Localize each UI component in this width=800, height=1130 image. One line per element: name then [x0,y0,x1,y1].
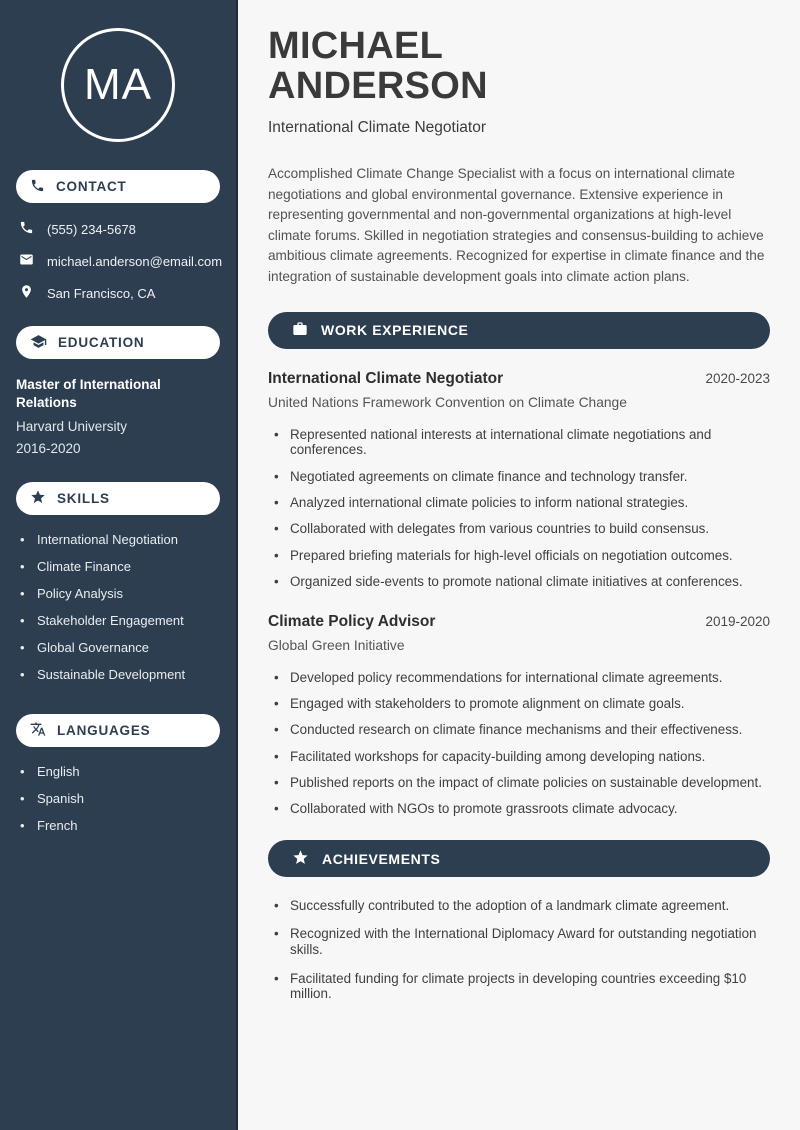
phone-icon [30,178,45,196]
job-bullets-list [268,427,770,590]
contact-phone-value: (555) 234-5678 [47,221,136,237]
job-header-row [268,613,770,631]
job-bullet: • Analyzed international climate policies to inform national strategies. [274,495,770,511]
languages-section-header [16,714,220,747]
contact-location-row [16,284,220,302]
languages-section [16,714,220,833]
education-section-title: EDUCATION [58,335,145,350]
languages-list [16,764,220,833]
achievements-section [268,840,770,1002]
job-bullet: • Represented national interests at international climate negotiations and conferences. [274,427,770,459]
skill-item: • Policy Analysis [20,586,220,601]
contact-section-header [16,170,220,203]
job-bullet: • Facilitated workshops for capacity-building among developing nations. [274,749,770,765]
skills-list [16,532,220,682]
briefcase-icon [292,321,308,340]
contact-email-row [16,252,223,270]
job-bullet: • Organized side-events to promote national climate initiatives at conferences. [274,574,770,590]
work-experience-header [268,312,770,349]
skills-section-header [16,482,220,515]
person-job-title: International Climate Negotiator [268,119,486,136]
contact-location-value: San Francisco, CA [47,285,156,301]
email-icon [19,252,34,270]
job-dates: 2019-2020 [705,613,770,629]
jobs-list [268,370,770,818]
star-icon [30,489,46,508]
summary-paragraph: Accomplished Climate Change Specialist with a focus on international climate negotiations and global environmental governance. Extensive experience in representing governmental and non-governmental organizations at high-level climate forums. Skilled in negotiation strategies and consensus-building to achieve ambitious climate agreements. Recognized for expertise in climate finance and the integration of sustainable development goals into climate action plans. [268,166,765,284]
education-school: Harvard University [16,419,128,435]
job-bullet: • Published reports on the impact of climate policies on sustainable development. [274,775,770,791]
education-section [16,326,220,456]
job-bullet: • Negotiated agreements on climate finance and technology transfer. [274,469,770,485]
skill-item: • Global Governance [20,640,220,655]
education-degree: Master of International Relations [16,377,161,410]
skills-section-title: SKILLS [57,491,110,507]
contact-section-title: CONTACT [56,179,127,194]
graduation-cap-icon [30,333,47,353]
job-bullet: • Conducted research on climate finance mechanisms and their effectiveness. [274,722,770,738]
location-icon [19,284,34,302]
achievements-list [268,898,770,1002]
phone-icon [19,220,34,238]
contact-email-value: michael.anderson@email.com [47,253,223,269]
languages-section-title: LANGUAGES [57,723,151,739]
person-name [268,26,770,106]
job-bullets-list [268,670,770,817]
job-bullet: • Developed policy recommendations for international climate agreements. [274,670,770,686]
job-bullet: • Prepared briefing materials for high-level officials on negotiation outcomes. [274,548,770,564]
job-dates: 2020-2023 [705,370,770,386]
job-company: Global Green Initiative [268,637,405,653]
job-bullet: • Collaborated with NGOs to promote grassroots climate advocacy. [274,801,770,817]
skills-section [16,482,220,682]
work-experience-title: WORK EXPERIENCE [321,322,469,339]
translate-icon [30,721,46,740]
achievement-bullet: • Successfully contributed to the adoption of a landmark climate agreement. [274,898,770,914]
education-years: 2016-2020 [16,441,81,457]
first-name: MICHAEL [268,25,444,67]
job-role: International Climate Negotiator [268,369,504,387]
last-name: ANDERSON [268,65,488,107]
language-item: • Spanish [20,791,220,806]
resume-main [238,0,800,1130]
skill-item: • Stakeholder Engagement [20,613,220,628]
skill-item: • Sustainable Development [20,667,220,682]
language-item: • French [20,818,220,833]
achievement-bullet: • Facilitated funding for climate projects in developing countries exceeding $10 million. [274,971,770,1003]
education-section-header [16,326,220,359]
job-bullet: • Engaged with stakeholders to promote alignment on climate goals. [274,696,770,712]
skill-item: • Climate Finance [20,559,220,574]
achievements-header [268,840,770,877]
avatar [61,28,175,142]
job-bullet: • Collaborated with delegates from various countries to build consensus. [274,521,770,537]
achievement-bullet: • Recognized with the International Diplomacy Award for outstanding negotiation skills. [274,926,770,958]
avatar-initials: MA [84,60,152,109]
language-item: • English [20,764,220,779]
job-entry [268,613,770,817]
skill-item: • International Negotiation [20,532,220,547]
job-header-row [268,370,770,388]
job-entry [268,370,770,590]
star-icon [292,849,309,869]
contact-phone-row [16,220,220,238]
sidebar [0,0,238,1130]
work-experience-section [268,312,770,818]
job-role: Climate Policy Advisor [268,612,436,630]
achievements-title: ACHIEVEMENTS [322,850,441,867]
job-company: United Nations Framework Convention on Climate Change [268,394,627,410]
